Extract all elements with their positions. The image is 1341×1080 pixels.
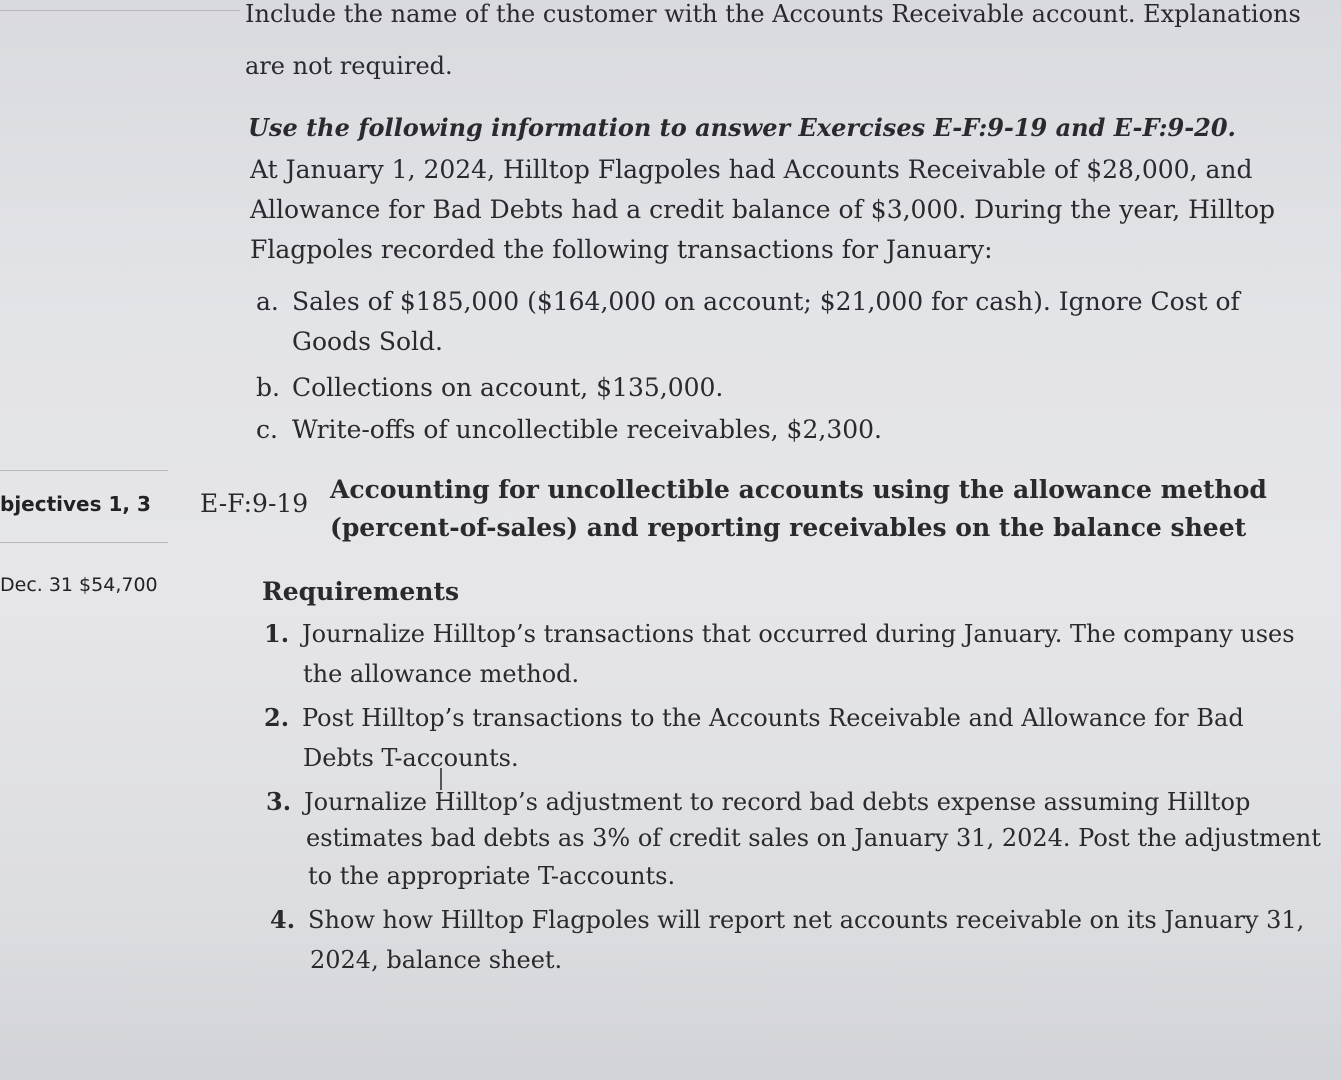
requirement-text-continued: estimates bad debts as 3% of credit sales on January 31, 2024. Post the adjustment <box>306 824 1321 852</box>
item-label: a. <box>256 287 279 316</box>
answer-check-value: Dec. 31 $54,700 <box>0 574 158 596</box>
text-cursor-icon <box>440 768 452 790</box>
sidebar-divider-top <box>0 470 168 471</box>
info-heading: Use the following information to answer Exercises E-F:9-19 and E-F:9-20. <box>248 113 1236 142</box>
requirement-text-continued: the allowance method. <box>303 660 580 688</box>
requirement-item <box>264 698 1244 738</box>
requirements-heading: Requirements <box>262 577 460 606</box>
item-label: c. <box>256 415 278 444</box>
list-item <box>256 282 1240 322</box>
instruction-line-2: are not required. <box>245 52 453 80</box>
requirement-text: Journalize Hilltop’s adjustment to record bad debts expense assuming Hilltop <box>304 788 1251 816</box>
requirement-item <box>270 900 1304 940</box>
info-para-line-2: Allowance for Bad Debts had a credit balance of $3,000. During the year, Hilltop <box>250 195 1275 224</box>
requirement-item <box>264 614 1295 654</box>
requirement-item <box>266 782 1250 822</box>
item-text: Sales of $185,000 ($164,000 on account; $21,000 for cash). Ignore Cost of <box>292 287 1240 316</box>
requirement-number: 4. <box>270 905 296 934</box>
list-item <box>256 410 882 450</box>
top-divider <box>0 10 240 11</box>
exercise-id: E-F:9-19 <box>200 489 309 518</box>
item-text: Collections on account, $135,000. <box>292 373 724 402</box>
item-label: b. <box>256 373 280 402</box>
requirement-number: 2. <box>264 703 290 732</box>
requirement-number: 1. <box>264 619 290 648</box>
info-para-line-3: Flagpoles recorded the following transactions for January: <box>250 235 993 264</box>
exercise-title-line-2: (percent-of-sales) and reporting receivables on the balance sheet <box>330 513 1247 542</box>
requirement-text-continued: to the appropriate T-accounts. <box>308 862 676 890</box>
requirement-text-continued: Debts T-accounts. <box>303 744 519 772</box>
instruction-line-1: Include the name of the customer with the Accounts Receivable account. Explanations <box>245 0 1301 28</box>
list-item <box>256 368 723 408</box>
item-text-continued: Goods Sold. <box>292 327 443 356</box>
learning-objectives-label: bjectives 1, 3 <box>0 492 151 516</box>
requirement-number: 3. <box>266 787 292 816</box>
requirement-text-continued: 2024, balance sheet. <box>310 946 563 974</box>
item-text: Write-offs of uncollectible receivables, $2,300. <box>292 415 882 444</box>
sidebar-divider-bottom <box>0 542 168 543</box>
requirement-text: Show how Hilltop Flagpoles will report net accounts receivable on its January 31, <box>308 906 1305 934</box>
requirement-text: Post Hilltop’s transactions to the Accounts Receivable and Allowance for Bad <box>302 704 1244 732</box>
info-para-line-1: At January 1, 2024, Hilltop Flagpoles had Accounts Receivable of $28,000, and <box>250 155 1253 184</box>
requirement-text: Journalize Hilltop’s transactions that occurred during January. The company uses <box>302 620 1295 648</box>
exercise-title-line-1: Accounting for uncollectible accounts using the allowance method <box>330 475 1267 504</box>
